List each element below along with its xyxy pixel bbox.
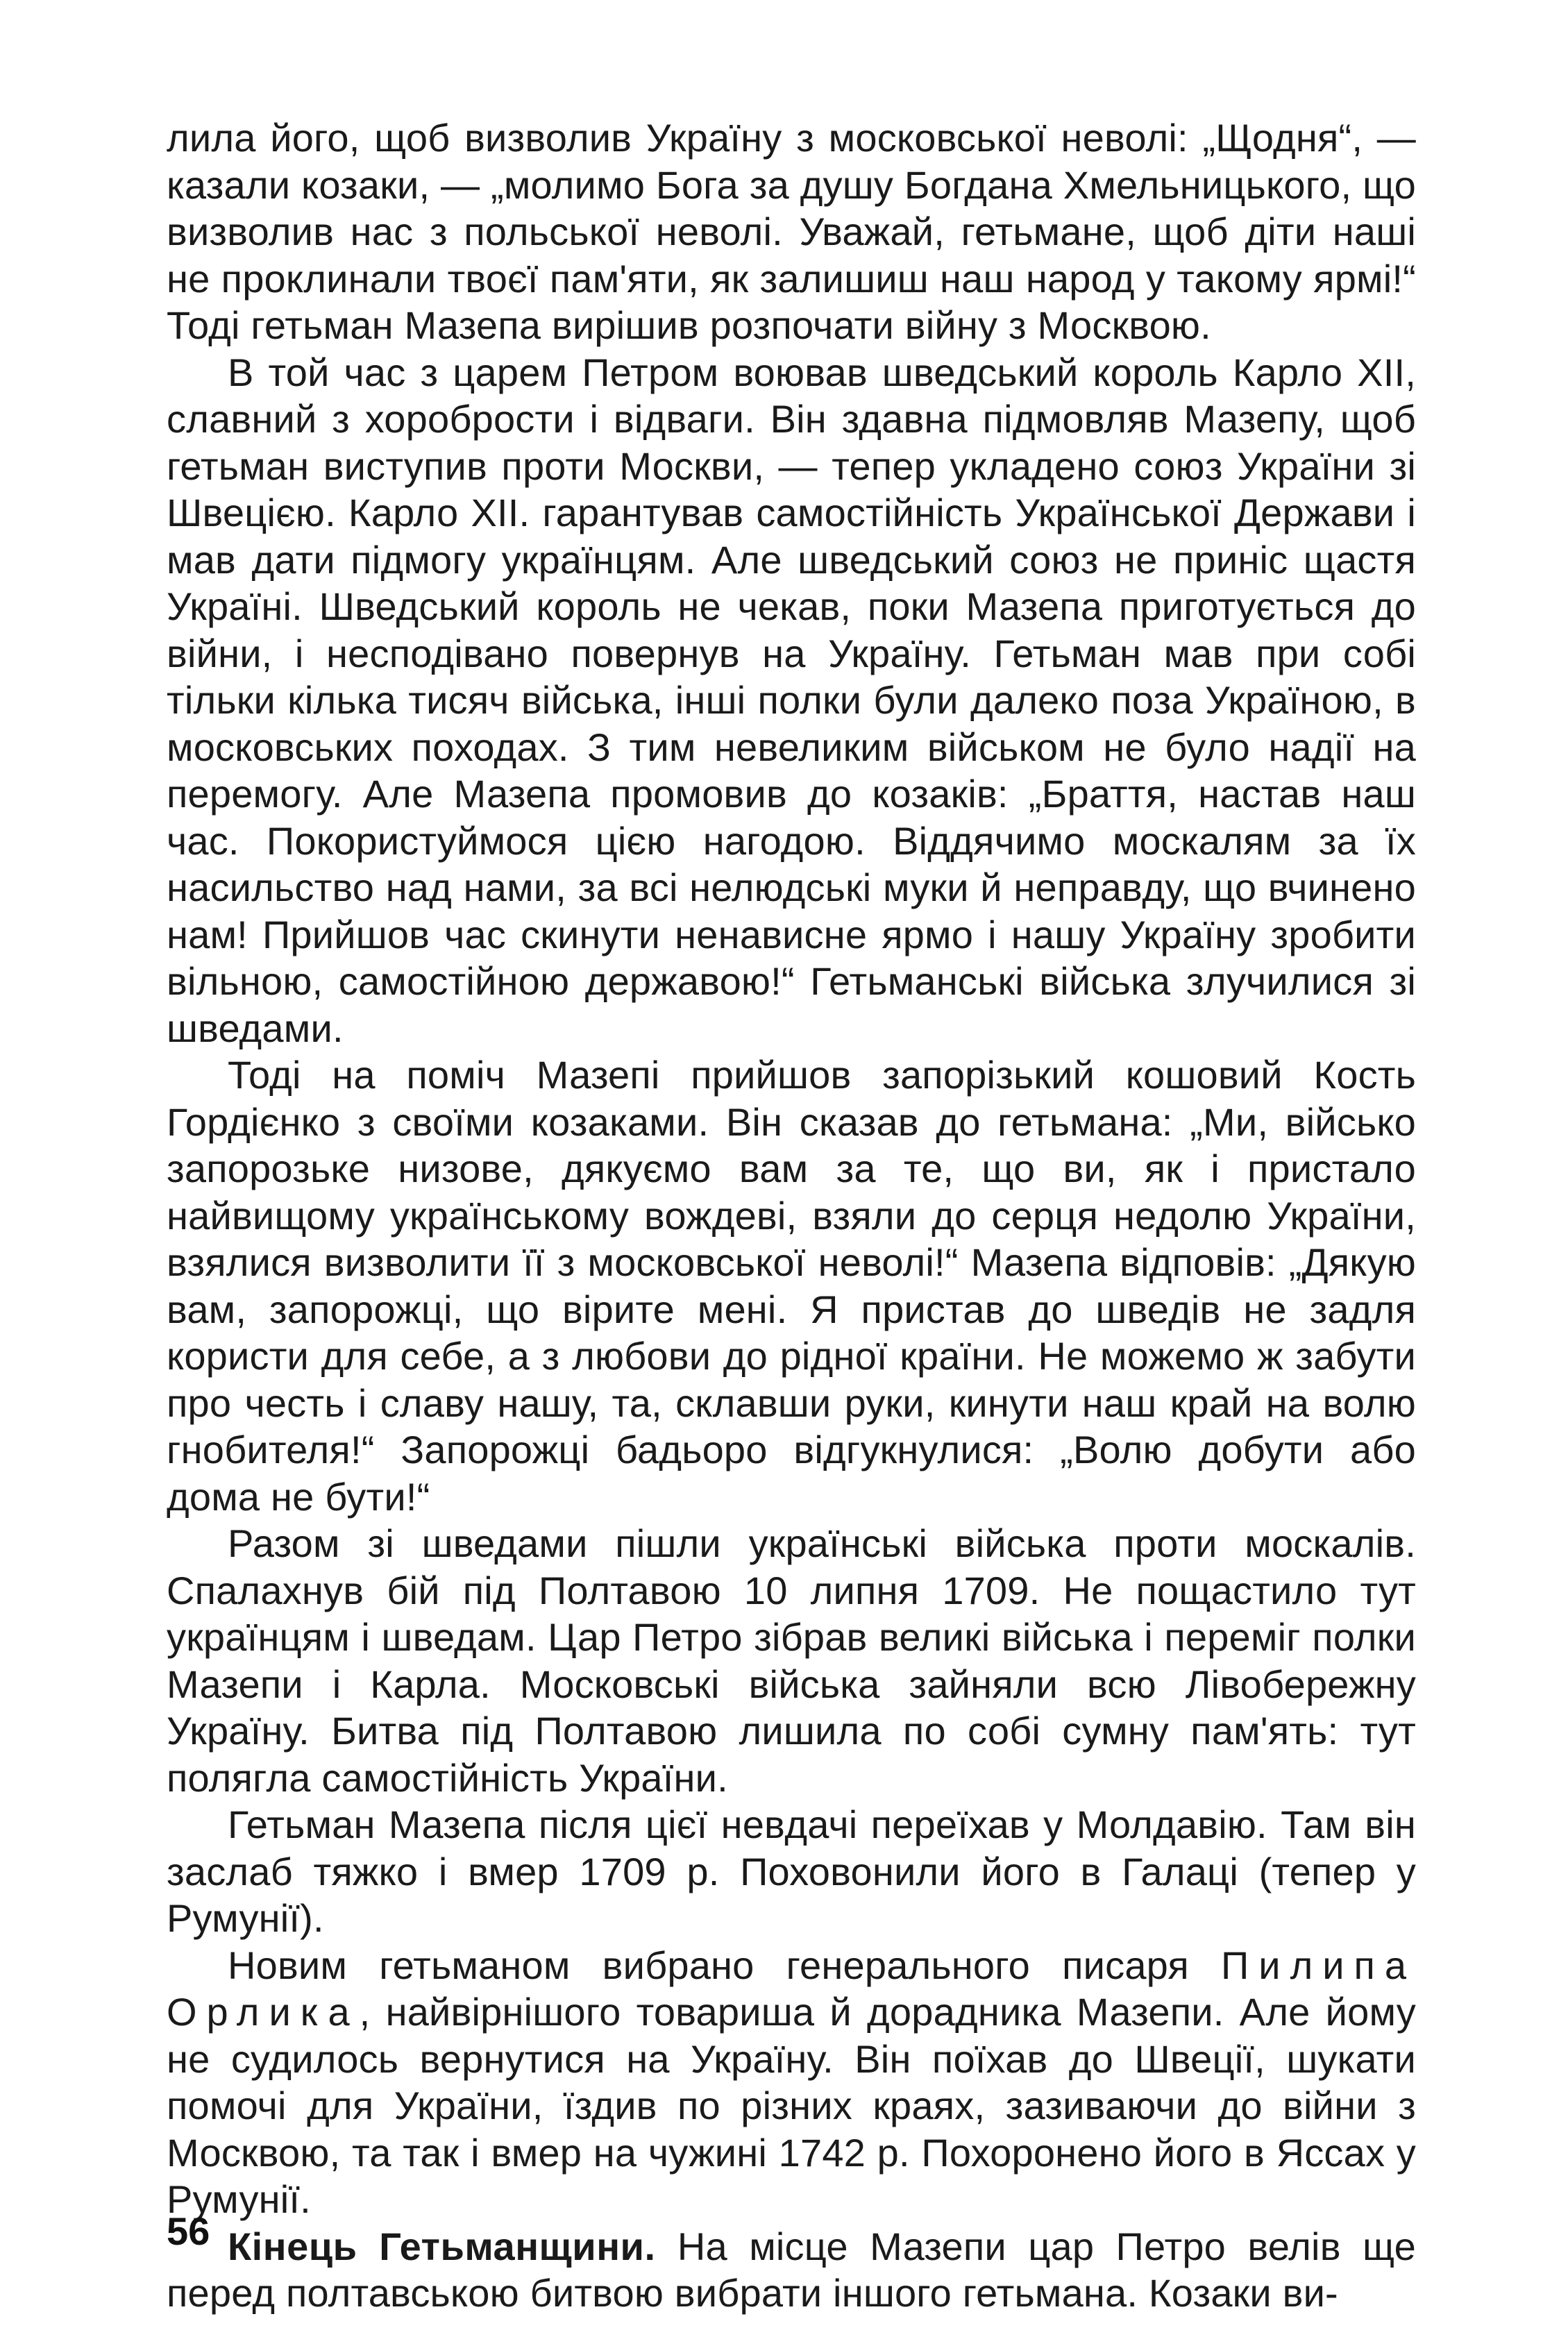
paragraph-charles-xii: В той час з царем Петром воював шведський король Карло XII, славний з хоробрости і відваги. Він здавна підмовляв Мазепу, щоб гетьман виступив проти Москви, — тепер укладено союз України зі Швецією. Карло XII. гарантував самостійність Української Держави і мав дати підмогу українцям. Але шведський союз не приніс щастя Україні. Шведський король не чекав, поки Мазепа приготується до війни, і несподівано повернув на Україну. Гетьман мав при собі тільки кілька тисяч війська, інші полки були далеко поза Україною, в московських походах. З тим невеликим військом не було надії на перемогу. Але Мазепа промовив до козаків: „Браття, настав наш час. Покористуймося цією нагодою. Віддячимо москалям за їх насильство над нами, за всі нелюдські муки й неправду, що вчинено нам! Прийшов час скинути ненависне ярмо і нашу Україну зробити вільною, самостійною державою!“ Гетьманські війська злучилися зі шведами. xyxy=(167,350,1416,1050)
orlyk-intro: Новим гетьманом вибрано генерального писаря xyxy=(228,1943,1222,1987)
paragraph-poltava: Разом зі шведами пішли українські війська проти москалів. Спалахнув бій під Полтавою 10 липня 1709. Не пощастило тут українцям і шведам. Цар Петро зібрав великі війська і переміг полки Мазепи і Карла. Московські війська зайняли всю Лівобережну Україну. Битва під Полтавою лишила по собі сумну пам'ять: тут полягла самостійність України. xyxy=(167,1521,1416,1800)
orlyk-name: Пилипа Орлика xyxy=(167,1943,1416,2034)
body-text xyxy=(167,115,1416,2317)
section-heading: Кінець Гетьманщини. xyxy=(228,2224,656,2268)
paragraph-orlyk xyxy=(167,1942,1416,2223)
paragraph-continuation: лила його, щоб визволив Україну з московської неволі: „Щодня“, — казали козаки, — „молимо Бога за душу Богдана Хмельницького, що визволив нас з польської неволі. Уважай, гетьмане, щоб діти наші не проклинали твоєї пам'яти, як залишиш наш народ у такому ярмі!“ Тоді гетьман Мазепа вирішив розпочати війну з Москвою. xyxy=(167,116,1416,347)
page-number: 56 xyxy=(167,2209,210,2253)
paragraph-hordiienko: Тоді на поміч Мазепі прийшов запорізький кошовий Кость Гордієнко з своїми козаками. Він сказав до гетьмана: „Ми, військо запорозьке низове, дякуємо вам за те, що ви, як і пристало найвищому українському вождеві, взяли до серця недолю України, взялися визволити її з московської неволі!“ Мазепа відповів: „Дякую вам, запорожці, що вірите мені. Я пристав до шведів не задля користи для себе, а з любови до рідної країни. Не можемо ж забути про честь і славу нашу, та, склавши руки, кинути наш край на волю гнобителя!“ Запорожці бадьоро відгукнулися: „Волю добути або дома не бути!“ xyxy=(167,1053,1416,1519)
section-text: На місце Мазепи цар Петро велів ще перед полтавською битвою вибрати іншого гетьмана. Козаки ви- xyxy=(167,2224,1416,2315)
paragraph-mazepa-death: Гетьман Мазепа після цієї невдачі переїхав у Молдавію. Там він заслаб тяжко і вмер 1709 р. Поховонили його в Галаці (тепер у Румунії). xyxy=(167,1803,1416,1940)
orlyk-rest: , найвірнішого товариша й дорадника Мазепи. Але йому не судилось вернутися на Україну. Він поїхав до Швеції, шукати помочі для України, їздив по різних краях, зазиваючи до війни з Москвою, та так і вмер на чужині 1742 р. Похоронено його в Яссах у Румунії. xyxy=(167,1990,1416,2221)
paragraph-end-of-hetmanate xyxy=(167,2223,1416,2317)
